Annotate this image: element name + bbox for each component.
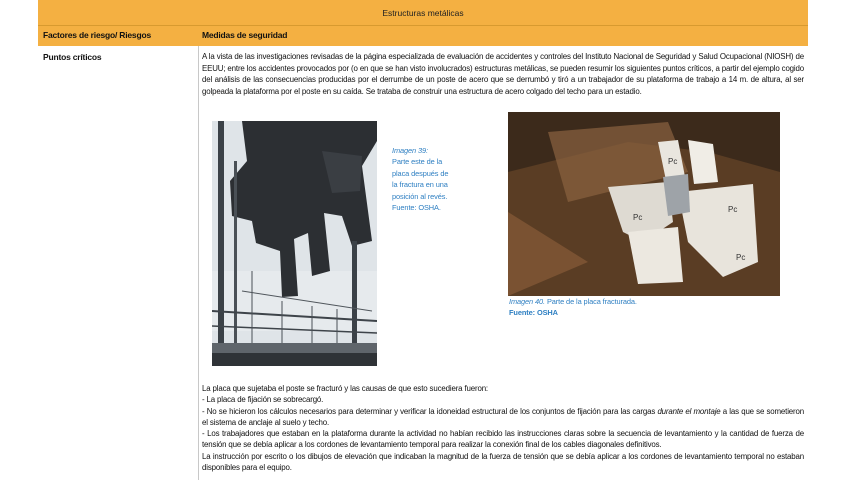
image-40-source: Fuente: OSHA <box>509 308 558 318</box>
image-40-caption-label: Imagen 40. <box>509 297 545 306</box>
causes-intro: La placa que sujetaba el poste se fracturó y las causas de que esto sucediera fueron: <box>202 384 488 393</box>
cause-item-2-part2: a las que se sometieron el sistema de anclaje al suelo y techo. <box>202 406 805 427</box>
table-title-text: Estructuras metálicas <box>382 7 464 18</box>
cause-item-2-part1: - No se hicieron los cálculos necesarios para determinar y verificar la idoneidad estructural de los conjuntos de fijación para las cargas <box>202 406 658 416</box>
intro-paragraph: A la vista de las investigaciones revisadas de la página especializada de evaluación de accidentes y controles del Instituto Nacional de Seguridad y Salud Ocupacional (NIOSH) de EEUU; entre los accidentes provocados por (o en que se han visto involucrados) estructuras metálicas, se pueden resumir los siguientes puntos críticos, a partir del ejemplo cogido del análisis de las consecuencias producidas por el derrumbe de un poste de acero que se derrumbó y tiró a un trabajador de su plataforma de trabajo a 14 m. de altura, al ser golpeada la plataforma por el poste en su caída. Se trataba de construir una estructura de acero colgado del techo para un estadio. <box>202 52 804 96</box>
image-40-plate-label-4: Pc <box>736 253 746 262</box>
image-40-photo <box>508 112 780 296</box>
cause-item-4: La instrucción por escrito o los dibujos de elevación que indicaban la magnitud de la fuerza de tensión que se debía aplicar a los cordones de levantamiento temporal no estaban disponibles para el equipo. <box>202 451 804 473</box>
column-divider <box>198 46 199 480</box>
image-40-caption <box>509 296 809 319</box>
image-39-caption-text: Parte este de la placa después de la fractura en una posición al revés. <box>392 157 449 201</box>
image-40-caption-line <box>509 296 809 307</box>
cause-item-2 <box>202 406 804 429</box>
image-39-source: Fuente: OSHA. <box>392 203 441 213</box>
image-39-photo <box>212 121 377 366</box>
image-40-plate-label-1: Pc <box>668 157 678 166</box>
image-39-caption-label: Imagen 39: <box>392 146 428 155</box>
table-title <box>38 0 808 25</box>
image-40-plate-label-2: Pc <box>728 205 738 214</box>
cause-item-3: - Los trabajadores que estaban en la plataforma durante la actividad no habían recibido las instrucciones claras sobre la secuencia de levantamiento y la cantidad de fuerza de tensión que se debía aplicar a los cordones de levantamiento temporal para realizar la conexión final de los cables diagonales definitivos. <box>202 429 804 450</box>
header-risk-factors: Factores de riesgo/ Riesgos <box>43 30 151 40</box>
header-safety-measures: Medidas de seguridad <box>202 30 288 40</box>
causes-section <box>202 383 804 473</box>
cause-item-2-italic: durante el montaje <box>657 406 721 416</box>
table-header-row <box>38 25 808 46</box>
row-label-critical-points: Puntos críticos <box>43 52 102 62</box>
image-40-drawing <box>508 112 780 296</box>
image-40-plate-label-3: Pc <box>633 213 643 222</box>
image-39-caption <box>392 145 454 213</box>
cause-item-1: - La placa de fijación se sobrecargó. <box>202 395 324 405</box>
image-40-caption-text: Parte de la placa fracturada. <box>544 297 637 306</box>
image-39-drawing <box>212 121 377 366</box>
